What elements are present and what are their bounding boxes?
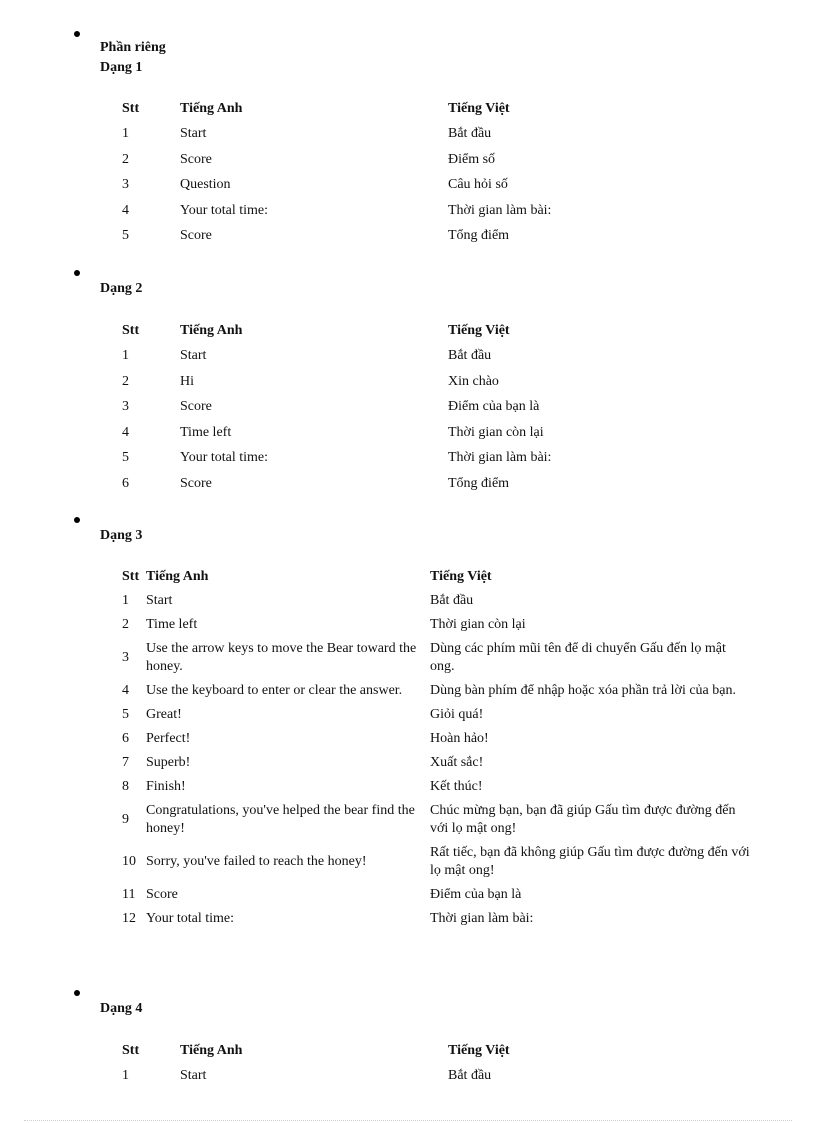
table-row (122, 637, 752, 679)
table-row (122, 395, 768, 421)
row-stt: 1 (122, 1068, 129, 1084)
row-stt: 11 (122, 887, 136, 902)
row-english: Congratulations, you've helped the bear find the honey! (146, 803, 415, 836)
col-header-vietnamese: Tiếng Việt (430, 569, 492, 584)
row-vietnamese: Rất tiếc, bạn đã không giúp Gấu tìm được đường đến với lọ mật ong! (430, 845, 750, 878)
row-vietnamese: Chúc mừng bạn, bạn đã giúp Gấu tìm được đường đến với lọ mật ong! (430, 803, 736, 836)
row-english: Your total time: (180, 202, 269, 218)
table-row (122, 703, 752, 727)
row-english: Score (180, 151, 212, 167)
row-stt: 9 (122, 812, 129, 827)
row-vietnamese: Thời gian làm bài: (430, 911, 534, 926)
row-english: Great! (146, 707, 182, 722)
row-english: Score (180, 475, 212, 491)
bullet-3 (74, 517, 80, 523)
col-header-stt: Stt (122, 569, 140, 584)
row-english: Start (146, 593, 173, 608)
vocab-table-dang-4 (122, 1038, 768, 1089)
row-stt: 5 (122, 707, 129, 722)
row-vietnamese: Kết thúc! (430, 779, 483, 794)
col-header-stt: Stt (122, 1042, 140, 1058)
vocab-table-dang-3 (122, 565, 752, 931)
row-stt: 12 (122, 911, 136, 926)
vocab-table-dang-2 (122, 318, 768, 497)
row-vietnamese: Bắt đầu (448, 1068, 492, 1084)
table-row (122, 198, 768, 224)
row-vietnamese: Điểm của bạn là (448, 399, 540, 415)
row-english: Time left (146, 617, 198, 632)
table-header-row (122, 96, 768, 122)
table-row (122, 224, 768, 250)
row-stt: 1 (122, 126, 129, 142)
row-stt: 5 (122, 450, 129, 466)
row-vietnamese: Dùng bàn phím để nhập hoặc xóa phần trả lời của bạn. (430, 683, 736, 698)
row-stt: 3 (122, 650, 129, 665)
row-english: Start (180, 1068, 207, 1084)
page-bottom-divider (24, 1120, 792, 1121)
row-english: Use the keyboard to enter or clear the answer. (146, 683, 403, 698)
row-stt: 10 (122, 854, 136, 869)
row-vietnamese: Hoàn hảo! (430, 731, 489, 746)
col-header-vietnamese: Tiếng Việt (448, 100, 510, 116)
table-row (122, 369, 768, 395)
table-row (122, 147, 768, 173)
row-vietnamese: Bắt đầu (430, 593, 474, 608)
table-header-row (122, 1038, 768, 1064)
row-english: Start (180, 126, 207, 142)
bullet-1 (74, 31, 80, 37)
col-header-english: Tiếng Anh (180, 100, 243, 116)
bullet-2 (74, 270, 80, 276)
row-stt: 4 (122, 202, 129, 218)
row-vietnamese: Câu hỏi số (448, 177, 508, 193)
row-stt: 5 (122, 228, 129, 244)
row-stt: 1 (122, 593, 129, 608)
table-row (122, 751, 752, 775)
table-header-row (122, 318, 768, 344)
col-header-english: Tiếng Anh (180, 1042, 243, 1058)
section-title-dang-4: Dạng 4 (100, 1001, 143, 1016)
row-english: Your total time: (180, 450, 269, 466)
row-vietnamese: Bắt đầu (448, 348, 492, 364)
table-row (122, 173, 768, 199)
col-header-vietnamese: Tiếng Việt (448, 322, 510, 338)
row-stt: 6 (122, 731, 129, 746)
row-vietnamese: Điểm của bạn là (430, 887, 522, 902)
row-vietnamese: Tổng điểm (448, 475, 510, 491)
col-header-stt: Stt (122, 322, 140, 338)
row-english: Perfect! (146, 731, 191, 746)
col-header-stt: Stt (122, 100, 140, 116)
col-header-english: Tiếng Anh (146, 569, 209, 584)
table-row (122, 446, 768, 472)
row-vietnamese: Thời gian còn lại (448, 424, 544, 440)
row-vietnamese: Điểm số (448, 151, 496, 167)
row-vietnamese: Xuất sắc! (430, 755, 484, 770)
row-stt: 1 (122, 348, 129, 364)
section-title-dang-1: Dạng 1 (100, 60, 143, 75)
row-stt: 2 (122, 617, 129, 632)
table-row (122, 907, 752, 931)
table-row (122, 613, 752, 637)
table-row (122, 471, 768, 497)
table-header-row (122, 565, 752, 589)
table-row (122, 344, 768, 370)
row-stt: 7 (122, 755, 129, 770)
section-title-dang-3: Dạng 3 (100, 528, 143, 543)
row-english: Score (180, 228, 212, 244)
row-stt: 4 (122, 424, 129, 440)
row-english: Hi (180, 373, 194, 389)
row-english: Score (146, 887, 178, 902)
row-stt: 3 (122, 399, 129, 415)
row-english: Start (180, 348, 207, 364)
table-row (122, 799, 752, 841)
row-stt: 4 (122, 683, 129, 698)
section-title-dang-2: Dạng 2 (100, 281, 143, 296)
row-stt: 6 (122, 475, 129, 491)
row-vietnamese: Tổng điểm (448, 228, 510, 244)
row-stt: 2 (122, 373, 129, 389)
table-row (122, 122, 768, 148)
row-english: Sorry, you've failed to reach the honey! (146, 854, 367, 869)
row-stt: 2 (122, 151, 129, 167)
row-vietnamese: Giỏi quá! (430, 707, 484, 722)
row-vietnamese: Bắt đầu (448, 126, 492, 142)
table-row (122, 727, 752, 751)
col-header-english: Tiếng Anh (180, 322, 243, 338)
row-stt: 3 (122, 177, 129, 193)
vocab-table-dang-1 (122, 96, 768, 249)
row-vietnamese: Thời gian còn lại (430, 617, 526, 632)
row-english: Score (180, 399, 212, 415)
table-row (122, 775, 752, 799)
row-vietnamese: Xin chào (448, 373, 499, 389)
col-header-vietnamese: Tiếng Việt (448, 1042, 510, 1058)
table-row (122, 1064, 768, 1090)
table-row (122, 883, 752, 907)
row-vietnamese: Thời gian làm bài: (448, 202, 552, 218)
table-row (122, 841, 752, 883)
row-vietnamese: Dùng các phím mũi tên để di chuyển Gấu đến lọ mật ong. (430, 641, 726, 674)
bullet-4 (74, 990, 80, 996)
row-english: Time left (180, 424, 232, 440)
table-row (122, 589, 752, 613)
table-row (122, 679, 752, 703)
row-english: Use the arrow keys to move the Bear toward the honey. (146, 641, 417, 674)
row-english: Superb! (146, 755, 191, 770)
row-english: Your total time: (146, 911, 235, 926)
table-row (122, 420, 768, 446)
row-stt: 8 (122, 779, 129, 794)
row-english: Question (180, 177, 231, 193)
part-title: Phần riêng (100, 40, 166, 55)
row-english: Finish! (146, 779, 186, 794)
row-vietnamese: Thời gian làm bài: (448, 450, 552, 466)
